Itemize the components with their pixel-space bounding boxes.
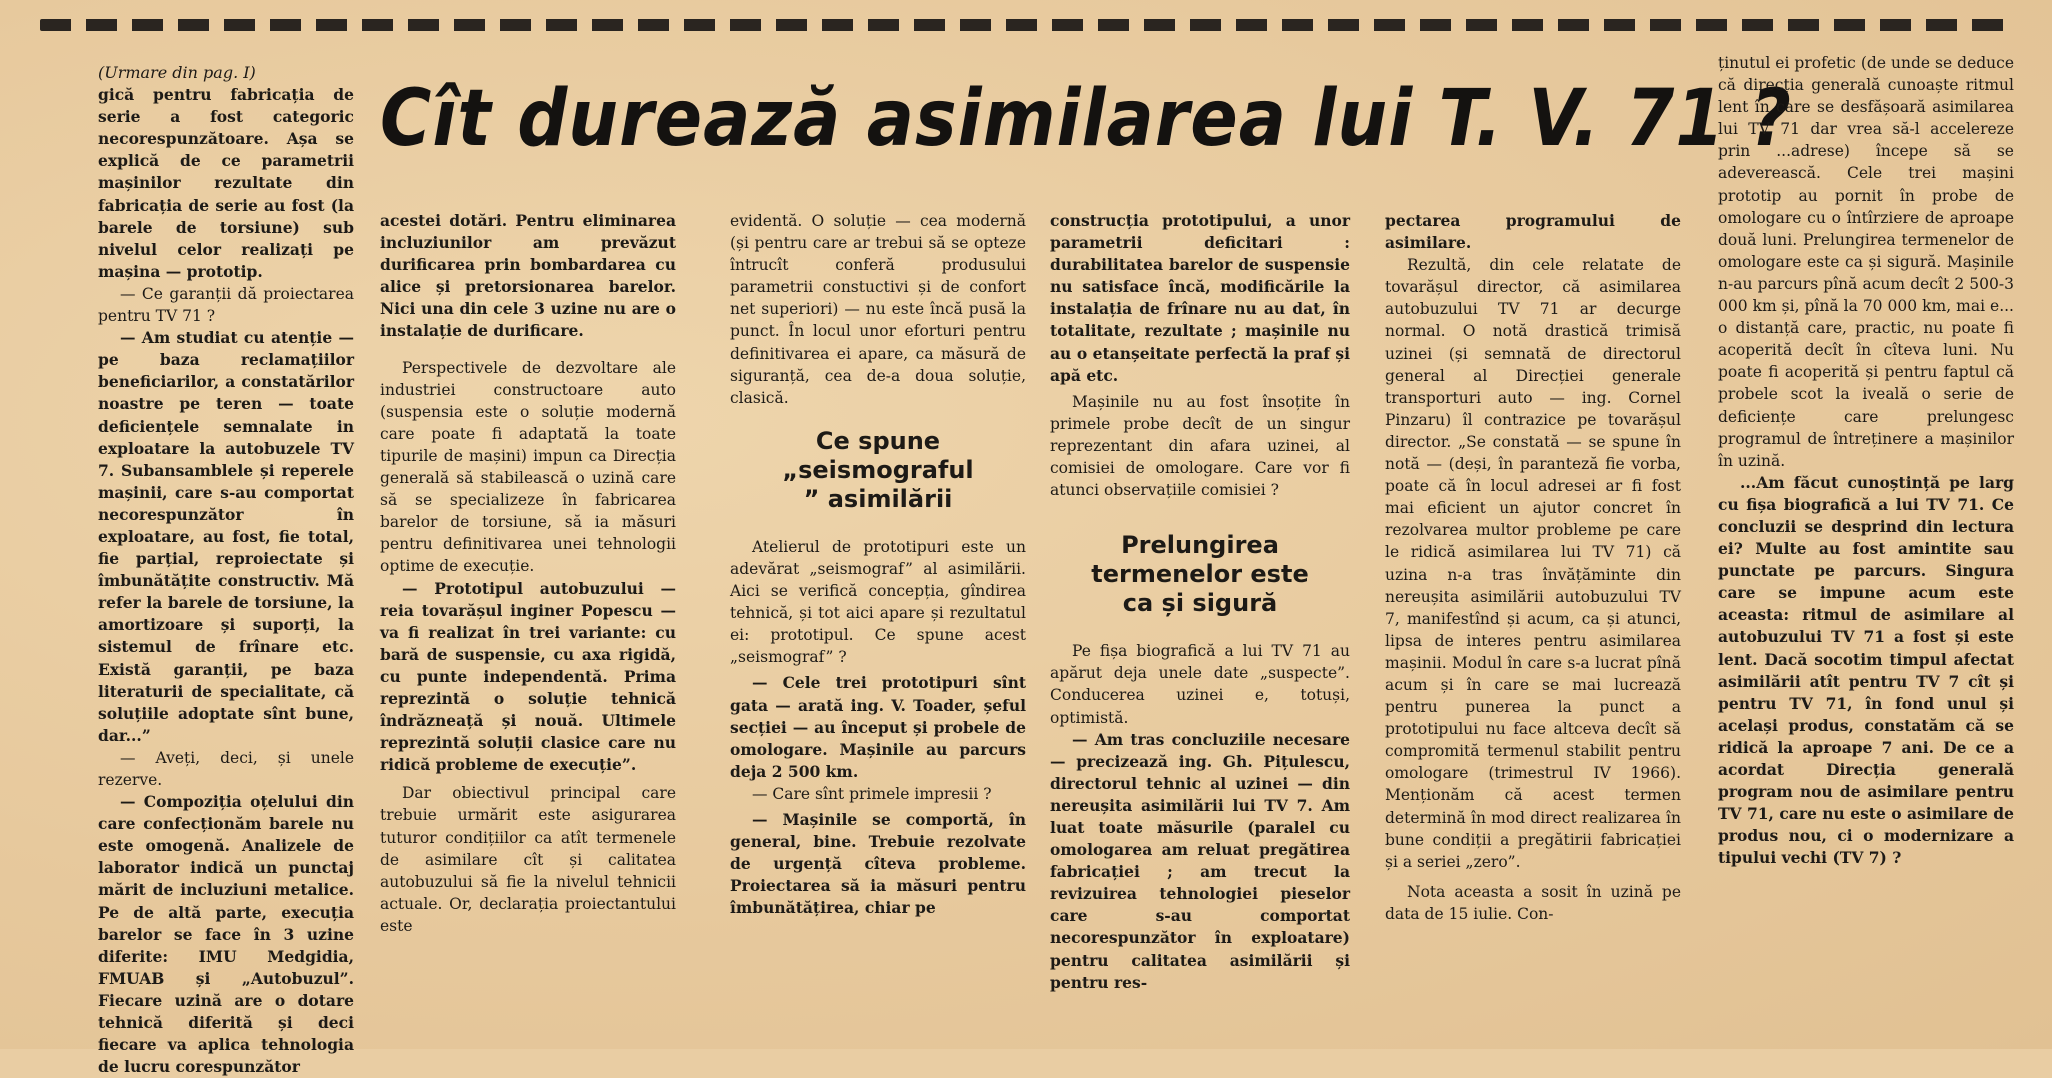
col3-paragraph-5: — Mașinile se comportă, în general, bine. Trebuie rezolvate de urgență cîteva probleme. Proiectarea să ia măsuri pentru îmbunătățirea, chiar pe	[730, 809, 1026, 918]
column-1	[98, 62, 354, 1078]
col4-subheading: Prelungirea termenelor este ca și sigură	[1091, 531, 1309, 618]
col6-paragraph-2: ...Am făcut cunoștință pe larg cu fișa biografică a lui TV 71. Ce concluzii se desprind din lectura ei? Multe au fost amintite sau punctate pe parcurs. Singura care se impune acum este aceasta: ritmul de asimilare al autobuzului TV 71 a fost și este lent. Dacă socotim timpul afectat asimilării atît pentru TV 7 cît și pentru TV 71, în fond unul și același produs, constatăm că se ridică la aproape 7 ani. De ce a acordat Direcția generală program nou de asimilare pentru TV 71, care nu este o asimilare de produs nou, ci o modernizare a tipului vechi (TV 7) ?	[1718, 472, 2014, 868]
col3-paragraph-4: — Care sînt primele impresii ?	[752, 784, 992, 803]
col3-paragraph-3: — Cele trei prototipuri sînt gata — arată ing. V. Toader, șeful secției — au început și probele de omologare. Mașinile au parcurs deja 2 500 km.	[730, 673, 1026, 781]
col4-paragraph-2: Mașinile nu au fost însoțite în primele probe decît de un singur reprezentant din afara uzinei, al comisiei de omologare. Care vor fi atunci observațiile comisiei ?	[1050, 392, 1350, 500]
col3-paragraph-1: evidentă. O soluție — cea modernă (și pentru care ar trebui să se opteze întrucît conferă produsului parametrii constuctivi și de confort net superiori) — nu este încă pusă la punct. În locul unor eforturi pentru definitivarea ei apare, ca măsură de siguranță, cea de-a doua soluție, clasică.	[730, 212, 1026, 407]
col1-paragraph-1: gică pentru fabricația de serie a fost categoric necorespunzătoare. Așa se explică de ce parametrii mașinilor rezultate din fabricația de serie au fost (la barele de torsiune) sub nivelul celor realizați pe mașina — prototip.	[98, 85, 354, 281]
column-2	[380, 210, 676, 937]
col4-paragraph-4: — Am tras concluziile necesare — precizează ing. Gh. Pițulescu, directorul tehnic al uzinei — din nereușita asimilării lui TV 7. Am luat toate măsurile (paralel cu omologarea am reluat pregătirea fabricației ; am trecut la revizuirea tehnologiei pieselor care s-au comportat necorespunzător în exploatare) pentru calitatea asimilării și pentru res-	[1050, 729, 1350, 992]
column-6	[1718, 52, 2014, 869]
col2-paragraph-2: Perspectivele de dezvoltare ale industriei constructoare auto (suspensia este o soluție modernă care poate fi adaptată la toate tipurile de mașini) impun ca Direcția generală să stabilească o uzină care să se specializeze în fabricarea barelor de torsiune, să ia măsuri pentru definitivarea unei tehnologii optime de execuție.	[380, 358, 676, 576]
col6-paragraph-1: ținutul ei profetic (de unde se deduce că direcția generală cunoaște ritmul lent în care se desfășoară asimilarea lui TV 71 dar vrea să-l accelereze prin ...adrese) începe să se adeverească. Cele trei mașini prototip au pornit în probe de omologare cu o întîrziere de aproape două luni. Prelungirea termenelor de omologare este ca și sigură. Mașinile n-au parcurs pînă acum decît 2 500-3 000 km și, pînă la 70 000 km, mai e... o distanță care, practic, nu poate fi acoperită decît în cîteva luni. Nu poate fi acoperită și pentru faptul că probele scot la iveală o serie de deficiențe care prelungesc programul de întreținere a mașinilor în uzină.	[1718, 54, 2014, 470]
column-5	[1385, 210, 1681, 925]
column-3	[730, 210, 1026, 919]
col1-paragraph-5: — Compoziția oțelului din care confecționăm barele nu este omogenă. Analizele de laborator indică un punctaj mărit de incluziuni metalice. Pe de altă parte, execuția barelor se face în 3 uzine diferite: IMU Medgidia, FMUAB și „Autobuzul”. Fiecare uzină are o dotare tehnică diferită și deci fiecare va aplica tehnologia de lucru corespunzător	[98, 792, 354, 1077]
headline: Cît durează asimilarea lui T. V. 71 ?	[380, 72, 1793, 164]
col2-paragraph-4: Dar obiectivul principal care trebuie urmărit este asigurarea tuturor condițiilor ca atît termenele de asimilare cît și calitatea autobuzului să fie la nivelul tehnicii actuale. Or, declarația proiectantului este	[380, 784, 676, 935]
col1-paragraph-2: — Ce garanții dă proiectarea pentru TV 71 ?	[98, 284, 354, 326]
col5-paragraph-3: Nota aceasta a sosit în uzină pe data de 15 iulie. Con-	[1385, 882, 1681, 923]
top-dashed-rule	[40, 19, 2008, 31]
col5-paragraph-1: pectarea programului de asimilare.	[1385, 211, 1681, 253]
col2-paragraph-1: acestei dotări. Pentru eliminarea incluziunilor am prevăzut durificarea prin bombardarea cu alice și pretorsionarea barelor. Nici una din cele 3 uzine nu are o instalație de durificare.	[380, 211, 676, 341]
continued-note: (Urmare din pag. I)	[98, 63, 256, 82]
col3-subheading: Ce spune „seismograful” asimilării	[782, 426, 974, 513]
col5-paragraph-2: Rezultă, din cele relatate de tovarășul director, că asimilarea autobuzului TV 71 ar decurge normal. O notă drastică trimisă uzinei (și semnată de directorul general al Direcției generale transporturi auto — ing. Cornel Pinzaru) îl contrazice pe tovarășul director. „Se constată — se spune în notă — (deși, în paranteză fie vorba, poate că în locul adresei ar fi fost mai eficient un ajutor concret în rezolvarea multor probleme pe care le ridică asimilarea lui TV 71) că uzina n-a tras învățăminte din nereușita asimilării autobuzului TV 7, manifestînd și acum, ca și atunci, lipsa de interes pentru asimilarea mașinii. Modul în care s-a lucrat pînă acum și în care se mai lucrează pentru punerea la punct a prototipului nu face altceva decît să compromită termenul stabilit pentru omologare (trimestrul IV 1966). Menționăm că acest termen determină în mod direct realizarea în bune condiții a pregătirii fabricației și a seriei „zero”.	[1385, 256, 1681, 871]
col1-paragraph-3: — Am studiat cu atenție — pe baza reclamațiilor beneficiarilor, a constatărilor noastre pe teren — toate deficiențele semnalate in exploatare la autobuzele TV 7. Subansamblele și reperele mașinii, care s-au comportat necorespunzător în exploatare, au fost, fie total, fie parțial, reproiectate și îmbunătățite constructiv. Mă refer la barele de torsiune, la amortizoare și suporți, la sistemul de frînare etc. Există garanții, pe baza literaturii de specialitate, că soluțiile adoptate sînt bune, dar...”	[98, 328, 354, 745]
column-4	[1050, 210, 1350, 994]
col4-paragraph-3: Pe fișa biografică a lui TV 71 au apărut deja unele date „suspecte”. Conducerea uzinei e, totuși, optimistă.	[1050, 642, 1350, 727]
col1-paragraph-4: — Aveți, deci, și unele rezerve.	[98, 748, 354, 789]
col4-paragraph-1: construcția prototipului, a unor parametrii deficitari : durabilitatea barelor de suspensie nu satisface încă, modificările la instalația de frînare nu au dat, în totalitate, rezultate ; mașinile nu au o etanșeitate perfectă la praf și apă etc.	[1050, 211, 1350, 385]
col3-paragraph-2: Atelierul de prototipuri este un adevărat „seismograf” al asimilării. Aici se verifică concepția, gîndirea tehnică, și tot aici apare și rezultatul ei: prototipul. Ce spune acest „seismograf” ?	[730, 537, 1026, 667]
col2-paragraph-3: — Prototipul autobuzului — reia tovarășul inginer Popescu — va fi realizat în trei variante: cu bară de suspensie, cu axa rigidă, cu punte independentă. Prima reprezintă o soluție tehnică îndrăzneață și nouă. Ultimele reprezintă soluții clasice care nu ridică probleme de execuție”.	[380, 578, 676, 775]
